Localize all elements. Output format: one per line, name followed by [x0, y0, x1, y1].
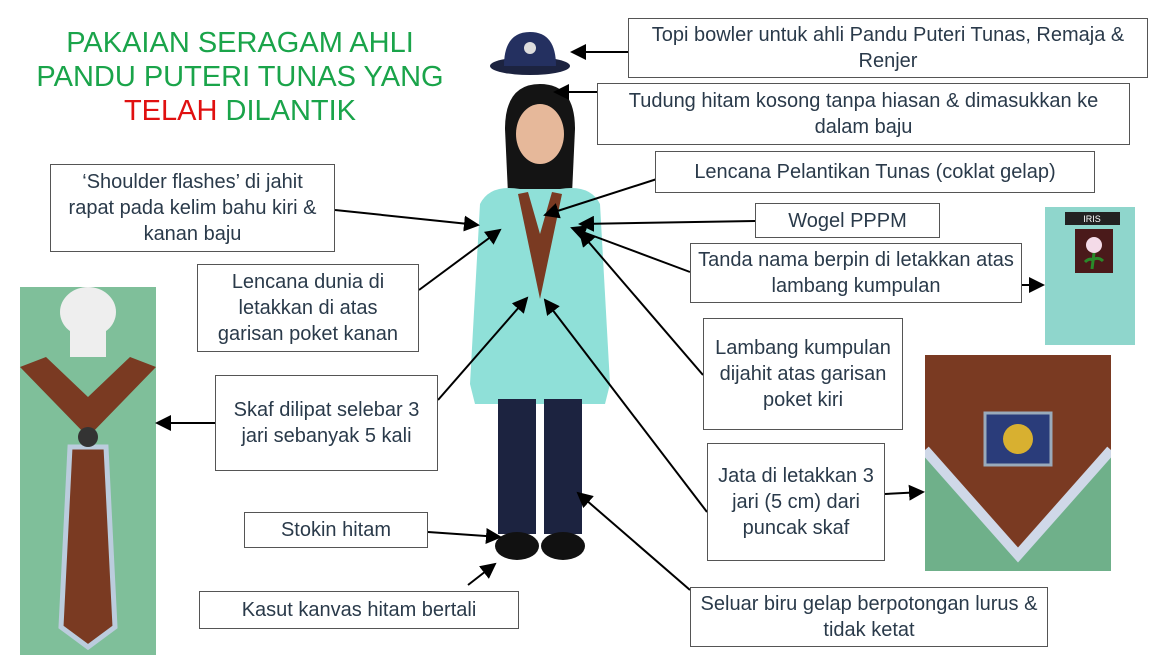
label-jata: Jata di letakkan 3 jari (5 cm) dari puncak skaf — [707, 443, 885, 561]
label-seluar: Seluar biru gelap berpotongan lurus & tidak ketat — [690, 587, 1048, 647]
label-lencana-dunia: Lencana dunia di letakkan di atas garisan poket kanan — [197, 264, 419, 352]
label-shoulder-flashes: ‘Shoulder flashes’ di jahit rapat pada kelim bahu kiri & kanan baju — [50, 164, 335, 252]
label-lambang: Lambang kumpulan dijahit atas garisan poket kiri — [703, 318, 903, 430]
arrow-lencana-pelantikan — [545, 178, 660, 215]
label-tudung: Tudung hitam kosong tanpa hiasan & dimasukkan ke dalam baju — [597, 83, 1130, 145]
label-stokin: Stokin hitam — [244, 512, 428, 548]
label-wogel: Wogel PPPM — [755, 203, 940, 238]
arrow-skaf — [438, 298, 527, 400]
arrow-seluar — [578, 493, 690, 590]
label-kasut: Kasut kanvas hitam bertali — [199, 591, 519, 629]
label-skaf: Skaf dilipat selebar 3 jari sebanyak 5 kali — [215, 375, 438, 471]
label-topi: Topi bowler untuk ahli Pandu Puteri Tunas, Remaja & Renjer — [628, 18, 1148, 78]
arrow-jata-photo — [885, 492, 923, 494]
arrow-kasut — [468, 564, 495, 585]
title-red-word: TELAH — [123, 95, 218, 127]
label-lencana-pelantikan: Lencana Pelantikan Tunas (coklat gelap) — [655, 151, 1095, 193]
name-tag-text: IRIS — [1083, 214, 1101, 224]
label-tanda-nama: Tanda nama berpin di letakkan atas lambang kumpulan — [690, 243, 1022, 303]
arrow-tanda-nama — [572, 228, 690, 272]
arrow-stokin — [428, 532, 500, 537]
arrow-jata — [545, 300, 707, 512]
arrow-wogel — [580, 221, 755, 224]
arrow-shoulder — [335, 210, 478, 225]
title-green-word: DILANTIK — [225, 95, 357, 127]
title-line-1: PAKAIAN SERAGAM AHLI — [66, 27, 414, 59]
title-line-2: PANDU PUTERI TUNAS YANG — [36, 61, 444, 93]
arrow-lencana-dunia — [419, 230, 500, 290]
